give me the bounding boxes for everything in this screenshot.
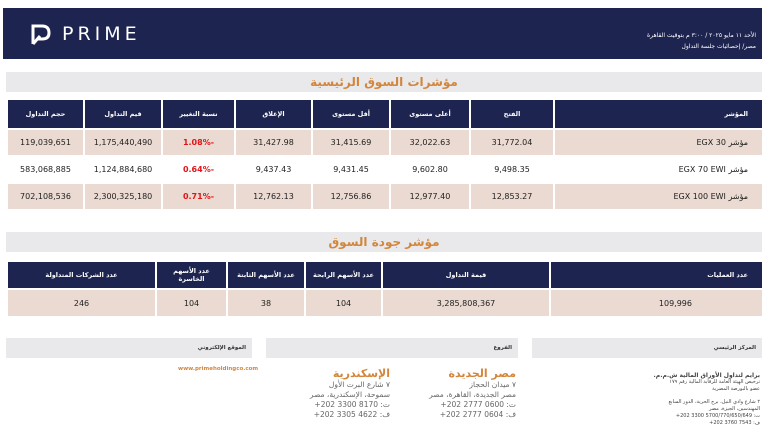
branch-address-1: ٧ ميدان الحجاز: [469, 380, 516, 389]
col-traded-companies: عدد الشركات المتداولة: [6, 262, 155, 288]
branch-fax: ف: 4622 3305 202+: [313, 410, 390, 419]
change-value: -1.08%: [161, 128, 234, 155]
hq-fax: ف: 7543 3760 202+: [709, 420, 760, 426]
close-value: 12,762.13: [234, 182, 311, 209]
col-losers: عدد الأسهم الخاسرة: [155, 262, 226, 288]
low-value: 12,756.86: [311, 182, 389, 209]
close-value: 9,437.43: [234, 155, 311, 182]
table-header-row: [6, 100, 762, 128]
col-value: قيم التداول: [83, 100, 161, 128]
branch-address-2: مصر الجديدة، القاهرة، مصر: [429, 390, 516, 399]
header-info: [647, 30, 756, 52]
hq-address-1: ٢ شارع وادي النيل، برج الحرية، الدور السابع: [668, 399, 760, 405]
report-header: [3, 8, 762, 59]
branch-name: مصر الجديدة: [448, 367, 516, 380]
trade-volume: 702,108,536: [6, 182, 83, 209]
branch-phone: ت: 0600 2777 202+: [440, 400, 516, 409]
col-high: أعلى مستوى: [389, 100, 469, 128]
high-value: 9,602.80: [389, 155, 469, 182]
branch-alexandria: [272, 367, 390, 420]
index-name: مؤشر EGX 30: [553, 128, 762, 155]
section-title-main-indices: مؤشرات السوق الرئيسية: [6, 72, 762, 92]
branch-address-2: سموحة، الإسكندرية، مصر: [309, 390, 390, 399]
high-value: 32,022.63: [389, 128, 469, 155]
col-open: الفتح: [469, 100, 553, 128]
hq-member: عضو بالبورصة المصرية: [712, 386, 760, 392]
table-row: [6, 155, 762, 182]
trade-volume: 119,039,651: [6, 128, 83, 155]
hq-company: برايم لتداول الأوراق المالية ش.م.م.: [653, 372, 760, 379]
section-title-market-quality: مؤشر جودة السوق: [6, 232, 762, 252]
hq-license: ترخيص الهيئة العامة للرقابة المالية رقم ١٧٩: [669, 379, 760, 385]
trade-value: 3,285,808,367: [381, 288, 549, 316]
low-value: 9,431.45: [311, 155, 389, 182]
col-unchanged: عدد الأسهم الثابتة: [226, 262, 304, 288]
brand-name: PRIME: [62, 23, 141, 45]
trade-value: 2,300,325,180: [83, 182, 161, 209]
col-change: نسبة التغيير: [161, 100, 234, 128]
hq-address-2: المهندسين، الجيزة، مصر: [709, 406, 760, 412]
table-row: [6, 182, 762, 209]
prime-logo-icon: [30, 22, 52, 46]
trade-value: 1,124,884,680: [83, 155, 161, 182]
branch-heliopolis: [400, 367, 516, 420]
change-value: -0.71%: [161, 182, 234, 209]
trades-count: 109,996: [549, 288, 762, 316]
col-trades: عدد العمليات: [549, 262, 762, 288]
branch-name: الإسكندرية: [332, 367, 390, 380]
table-header-row: [6, 262, 762, 288]
report-datetime: الأحد ١١ مايو ٢٠٢٥ / ٣:٠٠ م بتوقيت القاهرة: [647, 32, 756, 39]
market-quality-table: [6, 262, 762, 316]
col-close: الإغلاق: [234, 100, 311, 128]
col-volume: حجم التداول: [6, 100, 83, 128]
col-low: أقل مستوى: [311, 100, 389, 128]
branch-fax: ف: 0604 2777 202+: [439, 410, 516, 419]
website-link[interactable]: www.primeholdingco.com: [178, 366, 259, 372]
open-value: 31,772.04: [469, 128, 553, 155]
table-row: [6, 128, 762, 155]
hq-details: [600, 372, 760, 427]
open-value: 9,498.35: [469, 155, 553, 182]
close-value: 31,427.98: [234, 128, 311, 155]
open-value: 12,853.27: [469, 182, 553, 209]
hq-label: المركز الرئيسي: [532, 338, 762, 358]
branches-label: الفروع: [266, 338, 518, 358]
hq-phone: ت: 5700/770/650/649 3300 202+: [675, 413, 760, 419]
losers-count: 104: [155, 288, 226, 316]
trade-volume: 583,068,885: [6, 155, 83, 182]
traded-companies-count: 246: [6, 288, 155, 316]
trade-value: 1,175,440,490: [83, 128, 161, 155]
low-value: 31,415.69: [311, 128, 389, 155]
gainers-count: 104: [304, 288, 381, 316]
main-indices-table: [6, 100, 762, 209]
change-value: -0.64%: [161, 155, 234, 182]
website-label: الموقع الإلكتروني: [6, 338, 252, 358]
high-value: 12,977.40: [389, 182, 469, 209]
unchanged-count: 38: [226, 288, 304, 316]
col-gainers: عدد الأسهم الرابحة: [304, 262, 381, 288]
prime-logo: [30, 22, 141, 46]
branch-phone: ت: 8170 3300 202+: [314, 400, 390, 409]
col-trade-value: قيمة التداول: [381, 262, 549, 288]
index-name: مؤشر EGX 100 EWI: [553, 182, 762, 209]
index-name: مؤشر EGX 70 EWI: [553, 155, 762, 182]
col-index: المؤشر: [553, 100, 762, 128]
report-subtitle: مصر/ إحصائيات جلسة التداول: [681, 43, 756, 50]
table-row: [6, 288, 762, 316]
branch-address-1: ٧ شارع البرت الأول: [328, 380, 390, 389]
